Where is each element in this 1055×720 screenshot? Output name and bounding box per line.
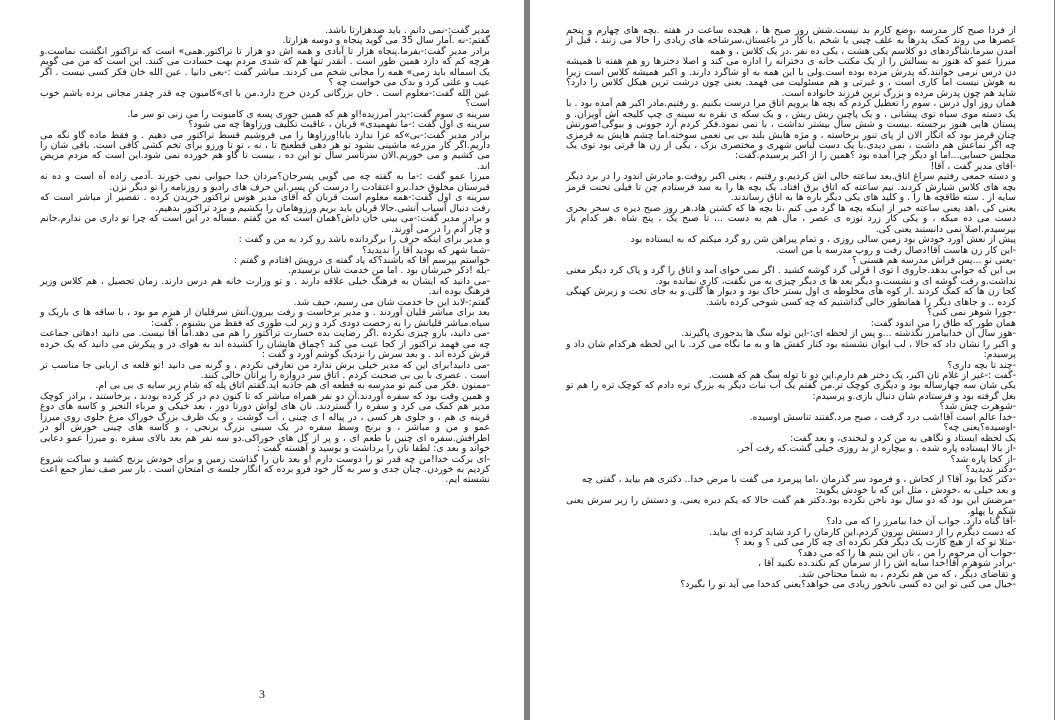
paragraph: و بعد خیلی به ،خودش ، مثل این که با خودش بگوید: (815, 484, 1016, 496)
paragraph: -یعنی تو ...پس فراش مدرسه هم هستی ؟ (851, 254, 1016, 266)
paragraph: -آقای مدیر گفت ، آقا! (930, 160, 1016, 172)
paragraph: و همین وقت بود که سفره آوردند.آن دو نفر همراه مباشر که تا کنون دم در کز کرده بودند ، برخاستند ، برادر کوچک مدیر هم کمک می کرد و سفره را گستردند. نان های لواش دورتا دور ، بعد خیکی و مرباء النجیر و کاسه های دوغ قرینه ی هم ، و جلوی هر کسی ، در پیاله ا ی چینی ، آب گوشت ، و یک ظرف بزرگ خوراک مرغ جلوی روی میرزا عمو و من و مباشر ، و برنج وسط سفره در یک سینی بزرگ برنجی ، و کاسه های چینی خورش آلو در اطرافش.سفره ای چنین با طعم ای ، و پر از گل های خوراکی.دو سه نفر هم بعد بالای سفره .و میرزا عمو دعایی خواند و بعد ی: لطفا نان را برداشت و بوسید و آهسته گفت : (40, 390, 490, 455)
paragraph: یکی شان سه چهارساله بود و دیگری کوچک تر.من گفتم یک آب نبات دیگر به بزرگ تره دادم که کوچک تره را هم تو بغل گرفته بود و فرستادم شان دنبال بازی.و پرسیدم: (566, 380, 1016, 402)
paragraph: سرینه ی سوم گفت:-پدر آمرزیده!او هم که همین جوری پسه ی کامیونت را می زنی تو سر ما. (127, 108, 490, 120)
paragraph: -خدا عالم است آقا!شب درد گرفت ، صبح مرد.گفتند تناسش اوسیده. (749, 411, 1016, 423)
paragraph: -جورا شوهر نمی کنی؟ (927, 307, 1016, 319)
page-number: 3 (259, 687, 265, 701)
paragraph: برادر مدیر گفت:-بفرما.پنجاه هزار تا آبادی و همه اش دو هزار تا تراکتور.همی» است که تراکتور انگشت نماست.و هرچه کم که دارد همین طور است . آنقدر تنها هم که شدی مردم بهت حسادت می کنند. این است که من می گویم یک اسماله باید زمی» همه را مجانی شخم می کردند. مباشر گفت :-بعی دانیا . عین الله خان فکر کسی نیست . اگر عیب و علتی کرد و بدک می خواست چه ؟ (40, 45, 490, 89)
paragraph: گفتم:-نه .آمار سال 35 می گوید پنجاه و دوسه هزارتا. (282, 35, 490, 47)
paragraph: و مدیر برای اینکه حرف را برگردانده باشد رو کرد به من و گفت : (238, 234, 490, 246)
paragraph: همان طور که طاق را می اندود گفت: (870, 317, 1016, 329)
paragraph: -خیال می کنی تو این ده کسی نانخور زیادی می خواهد؟یعنی کدخدا می آید تو را بگیرد؟ (680, 579, 1016, 591)
paragraph: خواستم بپرسم آقا که باشند؟که یاد گفته ی درویش افتادم و گفتم : (233, 254, 490, 266)
paragraph: یعنی کی ،اهد یعنی ساعته خبر از اینکه بچه ها گرد می کنم ،تا بچه ها که کشتن هاد.هر روز صبح دیره ی سحر بحری دست می ده میکه ، و یکی کار زرد توزه ی عصر ، مال هم به دست ..، تا صبح یک ، پنج شاه .هر کدام باز بپرسیدم.اصلا نمی دانستند یعنی کی. (566, 202, 1016, 235)
paragraph: سرینه ی اول گفت:-همه معلوم است قربان که آقای مدیر هوس تراکتور خریدن کرده . تقصیر از مباشر است که رفت دنبال آسیاب آتشی.حالا قربان باید بریم ورزوهامان را بکشیم و مزد تراکتور بدهیم. (40, 192, 490, 214)
paragraph: سرینه ی اول گفت :-ما نفهمیدی» قربان ، عاقبت تکلیف ورزاوها چه می شود؟ (188, 119, 490, 131)
paragraph: -می دانید که ایشان به فرهنگ خیلی علاقه دارند . و تو وزارت خانه هم درس دارند. زمان تحصیل ، هم کلاس وزیر فرهنگ بوده اند. (40, 275, 490, 298)
right-page (530, 0, 1054, 720)
paragraph: میرزا عمو گفت :-ما به گفته چه می گویی پسرجان؟مردان خدا حیوانی نمی خورند .آدمی زاده آه است و ده نه قبرستان مخلوق خدا.برو اعتقادت را درست کن پسر.این حرف های رادیو و روزنامه را تو دیگر نزن. (40, 171, 490, 193)
paragraph: -از بالا ایستاده پاره شده . و بیچاره از بد روزی خیلی گشت.که رفت آخر. (736, 443, 1016, 455)
paragraph: -می دانید!برای این که مدیر خیلی برش ندارد من تعارفی نکردم ، و گرنه می دانید !تو قلعه ی اربابی جا مناسب تر است . عصری با بی بی صحبت کردم . اتاق سر دروازه را براتان خالی کنند. (40, 359, 490, 381)
paragraph: مدیر گفت:-نمی دانم . باید صدهزارتا باشد. (325, 25, 490, 36)
paragraph: کجا زن ها که کمک کردند .ار کوه های مخلوطه ی اول بستر خاک بود و دیوار ها گلی.و به جای تخت و زیرش کهنگی کرده .. و جاهای دیگر را همانطور خالی گذاشتیم که چه کسی شوخی کرده باشد. (566, 286, 1016, 308)
paragraph: -بله !ذکر خیرشان بود . اما من خدمت شان نرسیدم. (288, 265, 490, 277)
paragraph: و دسته جمعی رفتیم سراغ اتاق.بعد ساعته خالی اش کردیم.و رفتیم ، یعنی اکبر روفت.و مادرش اندود را در برد دیگر بچه های کلاس شیارش کردند. نیم ساعته که اتاق برق افتاد. یک بچه ها را به سد فرستادم چن تا فیلی تحنت قرمز سایه از . سته طاقچه ها را . و کلید های یکی دیگر باره ها به اناق رساندند. (566, 171, 1016, 204)
paragraph: -شما شهر که بودید آقا را ندیدید؟ (361, 244, 490, 256)
left-page (0, 0, 524, 720)
paragraph: برادر مدیر گفت:-بی»که عزا ندارد بابا!ورزاوها را می فروشیم قسط تراکتور می دهیم . و فقط ماده گاو نگه می داریم.اگر کار مزرعه ماشینی بشود تو هر دهی قطعنج تا ، نه ، تو تا ورزو برای تخم کشی کافی است. باقی شان را می کشیم و می خوریم.الان سرتاسر سال تو این ده ، بیست تا گاو هم خورده نمی شود.این است که مردم مریض اند. (40, 129, 490, 172)
paragraph: -ای برکت خدا!من چه قدر تو را دوست دارم !و بعد نان را گذاشت زمین و برای خودش برنج کشید و ساکت شروع کردیم به خوردن. چنان جدی و سر به کار خود فرو برده که انگار جلسه ی امتحان است . بار سر صف نماز جمع اعت نشسته ایم. (40, 453, 490, 486)
paragraph: -مرضش این بود که دو سال بود ناخن نکرده بود.دکتر هم گفت حالا که یکم دیره یعنی. و دستش را زیر سرش یعنی شکم یا پهلو. (566, 495, 1016, 517)
paragraph: از فردا صبح کار مدرسه ،وضع کارم بد نیست.شش روز صبح ها ، هیجده ساعت در هفته .بچه های چهارم و پنجم عصرها می روند کمک پدرها به علف چینی یا شخم .یا کار در باغستان.سرشاخه های زیادی را حالا می زنند ، قبل از آمدن سرما.شاگردهای دو کلاسم یکی هشت ، یکی ده نفر .در یک کلاس ، و همه (566, 25, 1016, 57)
paragraph: گفتم:-لابد این جا خدمت شان می رسیم، حیف شد. (293, 296, 490, 308)
paragraph: یک لحظه ایستاد و نگاهی به من کرد و لبخندی، و بعد گفت: (790, 432, 1016, 444)
paragraph: -هوز سال آن خدابیامرز نگذشته ...و پس از لحظه ای:-این توله سگ ها بدجوری پاگیرند. (681, 328, 1016, 340)
left-page-text (40, 26, 490, 486)
paragraph: -دکتر ندیدید؟ (965, 464, 1016, 476)
paragraph: بعد برای مباشر قلیان آوردند . و مدیر برخاست و رفت بیرون.آتش سرقلیان از هیزم مو بود ، با ساقه ها ی باریک و سیاه.مباشر قلیانش را به رخصت دودی کرد و زیر لب طوری که فقط من بشنوم ، گفت: (40, 307, 490, 329)
paragraph: و اکبر را نشان داد که حالا ، لب ایوان نشسته بود کنار کفش ها و به ما نگاه می کرد. با این لحظه هرکدام شان داد و پرسیدم: (566, 338, 1016, 361)
paragraph: -از کجا پاره شد؟ (950, 453, 1016, 465)
paragraph: -جواب آن مرحوم را من ، نان این یتیم ها را که می دهد؟ (797, 547, 1016, 559)
paragraph: -می دانید، بارو چیزی نکرده .اگر رضایت بده خسارت تراکتور را هم می دهد.اما آقا نیست. می دانید !دهاتی جماعت چه می فهمد تراکتور از کجا عیب می کند ؟چماق هایشان را کشیده اند به هوای در و پیکرش می دانید که یک خرده قرش کرده اند . و بعد سرش را نزدیک گوشم آورد و گفت : (40, 328, 490, 361)
paragraph: -این کار زن هاست آقا!دصال رفت و روپ مدرسه با من است. (775, 244, 1016, 256)
paragraph: -گفت :-غیر از غلام تان اکبر، یک دختر هم دارم.این دو تا توله سگ هم که هست. (708, 369, 1016, 381)
paragraph: عین الله گفت:-معلوم است . خان بزرگانی کردن خرج دارد.من با ای»کامیون چه قدر چقدر مجانی برده باشم خوب است؟ (40, 87, 490, 110)
paragraph: پیش از نعش آورد خودش بود زمین سالی روزی ، و تمام پیراهن شن رو گرد میکنم که به ایستاده بود (630, 234, 1016, 246)
paragraph: همان روز اول درس ، سوم را تعطیل کردم که بچه ها برویم اتاق مرا درست بکنیم .و رفتیم.مادر اکبر هم آمده بود . با یک دسته موی سیاه توی پیشانی ، و یک پاچین ریش ریش ، و یک سکه ی نقره به سینه ی چپ کلیجه اش آویزان. و پستان هایی هنوز برجسته .بیست و شش سال بیشتر نداشت ، با نمی نمود.فکر کردم آرد جوونی و بیوگی!صورتش چنان قرمز بود که انگار الان از پای تنور برخاسته ، و مژه هایش بلند بی بی نعمی سوخته.اما چشم هایش به قرمزی چه اگر نماعش هم داشت ، نمی دیدی.با یک دست لباس شهری و مختصری بزک ، یکی از زن ها قرتی بود توی یک مجلس حسابی...اما او دیگر چرا آمده بود ؟همین را از اکبر پرسیدم.گفت: (566, 98, 1016, 162)
paragraph: و تقاضای دیگر ، که من هم نکردم ، به شما محتاجی شد. (798, 568, 1016, 580)
right-page-text (566, 26, 1016, 590)
paragraph: -آقا گناه دارد. جواب آن خدا بیامرز را که می داد؟ (826, 516, 1016, 528)
paragraph: -چند تا بچه داری؟ (947, 359, 1016, 371)
paragraph: میرزا عمو که هنوز نه بسالش را از یک مکتب خانه ی دخترانه را اداره می کند و اصلا دخترها رو هم هفته تا همیشه دن درس نرمی خوانند.که پدرش مرده بوده است.ولی با این همه به او شاگرد دارند. و اکبر همیشه کلاس است زیرا به هوش نیست اما کاری است ، و غیرتی و هم مسئولیت می فهمد. یعنی چون درشت ترین هیکل کلاس را دارد؟ شاید هم چون پدرش مرده و بزرگ ترین فرزند خانواده است. (566, 56, 1016, 99)
paragraph: -ممنون .فکر می کنم تو مدرسه به قطعه ای هم جاذبه اید.گفتم اتاق پله که شام زیر سایه ی بی بی ام. (95, 380, 490, 392)
paragraph: که دست دیگرم را از دستش بیرون کردم.این کارمان را کرد شاید کرده ای بیاید. (709, 526, 1016, 538)
paragraph: -شوهرت چش شد؟ (939, 401, 1016, 413)
paragraph: بی این که جوابی بدهد.جاروی ا توی ا قرلی گرد گوشه کشید . اگر نمی خوای آمد و اتاق را گرد و پاک کرد دیگر معنی نداشت.و رفت گوشه ای و نشست.و دیگر بعد ها ی دیگر چیزی به من نگفت، کاری نمانده بود. (566, 265, 1016, 287)
paragraph: -دکتر کجا بود آقا؟ از کجاش ، و فرمود سر گذرمان ،اما پیرمرد می گفت با مرض خدا.. دکتری هم بیاید ، گفتی چه (581, 474, 1016, 486)
paragraph: و برادر مدیر گفت:-می بینی خان داش؟همان است که من گفتم .مساله در این است که چرا تو داری من ندارم.جانم و چار آدم را در می آورند. (40, 213, 490, 235)
paragraph: -مثلا تو که از هیچ کارت یک دیگر فکر نکرده ای چه کار می کنی ؟ و بعد ؟ (734, 537, 1016, 549)
paragraph: -اوسیده؟یعنی چه؟ (943, 422, 1016, 434)
paragraph: -برادر شوهرم آقا!خدا سایه اش را از سرمان کم نکند.ده نکنید آقا ، (758, 558, 1016, 570)
